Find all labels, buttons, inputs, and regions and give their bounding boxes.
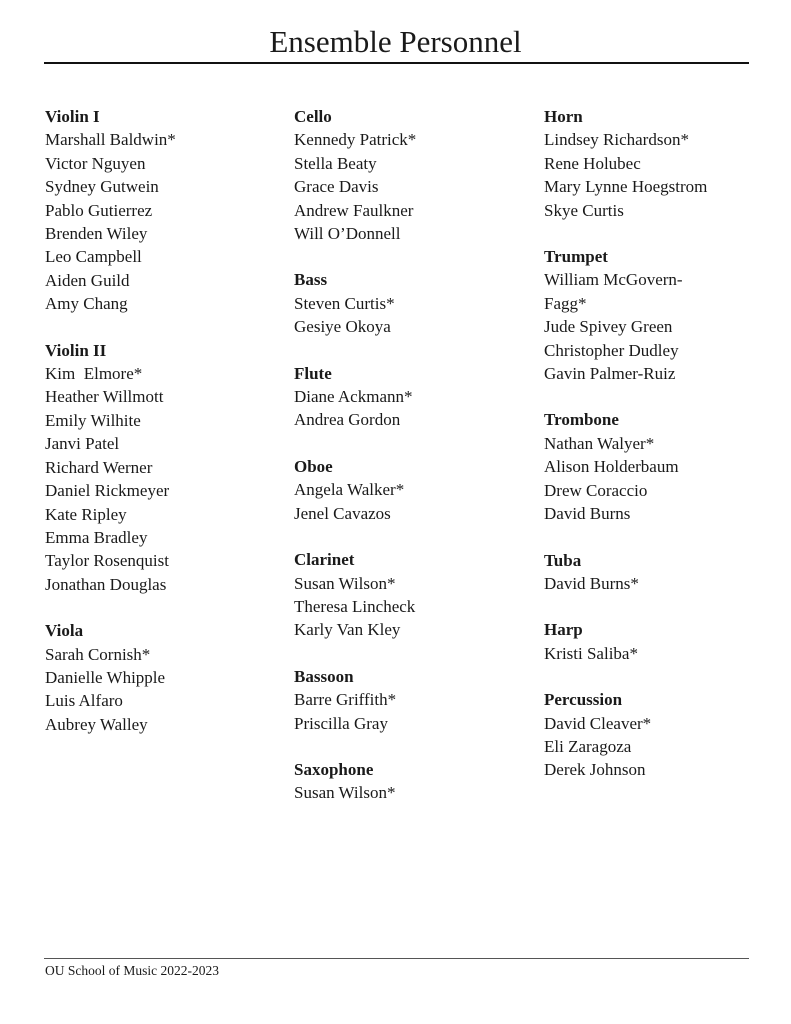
page-title: Ensemble Personnel (269, 24, 522, 59)
member-name: Will O’Donnell (294, 224, 401, 244)
section-title: Percussion (544, 690, 623, 710)
member-name: William McGovern- (544, 270, 683, 290)
section-trumpet (544, 245, 784, 385)
section-title: Tuba (544, 550, 582, 570)
member-name: Andrew Faulkner (294, 200, 414, 220)
section-bass (294, 268, 534, 338)
member-name: Kate Ripley (45, 504, 127, 524)
member-name: Heather Willmott (45, 387, 164, 407)
member-name: Kennedy Patrick* (294, 130, 417, 150)
member-name: David Cleaver* (544, 713, 652, 733)
member-name: Jonathan Douglas (45, 574, 167, 594)
section-title: Violin I (45, 107, 100, 126)
member-name: Brenden Wiley (45, 224, 148, 244)
section-horn (544, 105, 784, 222)
member-name: Jude Spivey Green (544, 317, 673, 337)
member-name: Stella Beaty (294, 153, 377, 173)
section-percussion (544, 688, 784, 782)
member-name: Theresa Lincheck (294, 596, 416, 616)
section-title: Trombone (544, 410, 619, 430)
member-name: Nathan Walyer* (544, 433, 655, 453)
member-name: Aubrey Walley (45, 714, 148, 734)
section-violin-ii (45, 339, 285, 596)
member-name: Alison Holderbaum (544, 457, 679, 477)
member-name: Andrea Gordon (294, 410, 401, 430)
section-title: Flute (294, 363, 332, 383)
member-name: Taylor Rosenquist (45, 551, 169, 571)
member-name: Steven Curtis* (294, 293, 395, 313)
column-2 (294, 105, 534, 828)
member-name: David Burns* (544, 573, 639, 593)
member-name: Daniel Rickmeyer (45, 481, 170, 501)
member-name: Leo Campbell (45, 247, 142, 267)
member-name: Susan Wilson* (294, 573, 396, 593)
member-name: David Burns (544, 504, 631, 524)
column-1 (45, 105, 285, 759)
member-name: Pablo Gutierrez (45, 200, 153, 220)
section-tuba (544, 549, 784, 596)
member-name: Drew Coraccio (544, 480, 648, 500)
member-name: Skye Curtis (544, 200, 624, 220)
member-name: Rene Holubec (544, 153, 641, 173)
member-name: Jenel Cavazos (294, 503, 391, 523)
member-name: Susan Wilson* (294, 783, 396, 803)
member-name: Aiden Guild (45, 270, 130, 290)
section-saxophone (294, 758, 534, 805)
member-name: Lindsey Richardson* (544, 130, 689, 150)
section-title: Clarinet (294, 550, 355, 570)
section-harp (544, 618, 784, 665)
section-trombone (544, 408, 784, 525)
section-title: Bass (294, 270, 328, 290)
column-3 (544, 105, 784, 805)
member-name: Emma Bradley (45, 527, 148, 547)
footer-divider (44, 958, 749, 959)
section-cello (294, 105, 534, 245)
section-title: Cello (294, 107, 332, 126)
section-bassoon (294, 665, 534, 735)
member-name: Angela Walker* (294, 480, 405, 500)
section-title: Oboe (294, 456, 333, 476)
member-name: Sarah Cornish* (45, 644, 151, 664)
title-divider (44, 62, 749, 64)
member-name: Sydney Gutwein (45, 177, 159, 197)
section-clarinet (294, 548, 534, 642)
member-name: Derek Johnson (544, 760, 646, 780)
member-name: Karly Van Kley (294, 620, 401, 640)
member-name: Victor Nguyen (45, 153, 146, 173)
member-name: Emily Wilhite (45, 410, 141, 430)
member-name: Gavin Palmer-Ruiz (544, 364, 676, 384)
member-name: Marshall Baldwin* (45, 130, 176, 150)
member-name: Mary Lynne Hoegstrom (544, 177, 708, 197)
section-title: Trumpet (544, 247, 608, 267)
section-title: Violin II (45, 340, 107, 360)
section-title: Bassoon (294, 666, 354, 686)
footer-text: OU School of Music 2022-2023 (45, 963, 219, 978)
member-name: Priscilla Gray (294, 713, 388, 733)
member-name: Grace Davis (294, 177, 379, 197)
member-name: Kristi Saliba* (544, 643, 638, 663)
member-name: Richard Werner (45, 457, 153, 477)
member-name: Danielle Whipple (45, 667, 166, 687)
member-name: Janvi Patel (45, 434, 120, 454)
member-name: Amy Chang (45, 294, 128, 314)
member-name: Fagg* (544, 293, 587, 313)
section-violin-i (45, 105, 285, 316)
member-name: Diane Ackmann* (294, 387, 413, 407)
section-oboe (294, 455, 534, 525)
member-name: Kim Elmore* (45, 364, 143, 384)
section-title: Horn (544, 107, 583, 126)
member-name: Christopher Dudley (544, 340, 679, 360)
member-name: Luis Alfaro (45, 691, 123, 711)
section-viola (45, 619, 285, 736)
section-title: Saxophone (294, 759, 374, 779)
section-title: Viola (45, 621, 84, 641)
member-name: Eli Zaragoza (544, 736, 632, 756)
section-title: Harp (544, 620, 583, 640)
section-flute (294, 362, 534, 432)
member-name: Barre Griffith* (294, 690, 397, 710)
member-name: Gesiye Okoya (294, 317, 391, 337)
